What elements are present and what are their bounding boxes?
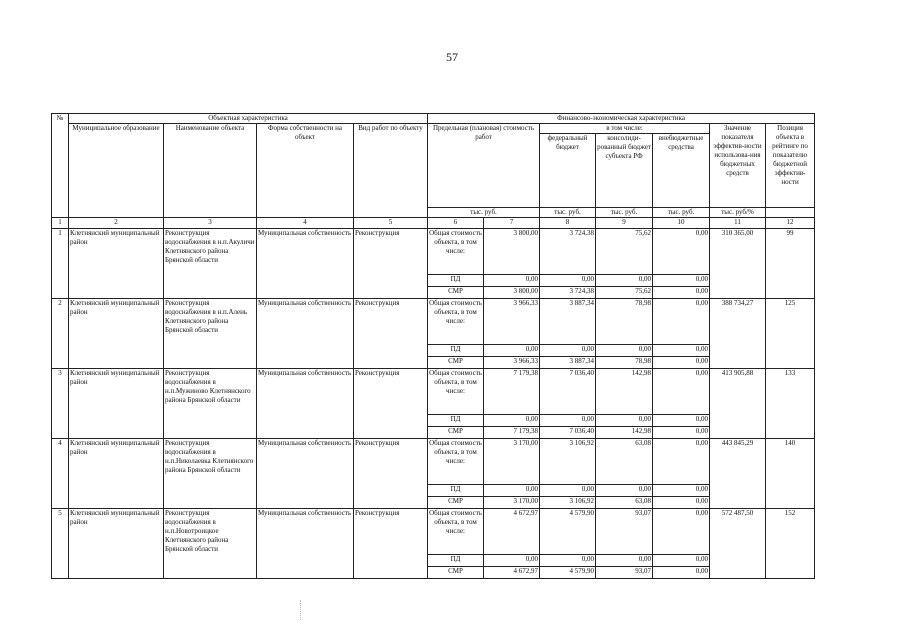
smr-consolidated-cell: 93,07 — [596, 567, 653, 579]
federal-cell: 7 036,40 — [540, 369, 596, 415]
extrabudget-cell: 0,00 — [653, 299, 710, 345]
header-no: № — [52, 114, 69, 218]
rank-cell: 152 — [766, 509, 815, 579]
pd-federal-cell: 0,00 — [540, 345, 596, 357]
header-ownership: Форма собственности на объект — [257, 124, 354, 218]
header-including: в том числе: — [540, 124, 709, 134]
consolidated-cell: 78,98 — [596, 299, 653, 345]
indicator-cell: 388 734,27 — [710, 299, 766, 369]
row-number: 5 — [52, 509, 69, 579]
municipality-cell: Клетнянский муниципальный район — [69, 509, 164, 579]
federal-cell: 3 724,38 — [540, 229, 596, 275]
header-municipality: Муниципальное образование — [69, 124, 164, 218]
total-label-cell: Общая стоимость объекта, в том числе: — [428, 439, 484, 485]
total-label-cell: Общая стоимость объекта, в том числе: — [428, 229, 484, 275]
smr-consolidated-cell: 142,98 — [596, 427, 653, 439]
municipality-cell: Клетнянский муниципальный район — [69, 369, 164, 439]
smr-label-cell: СМР — [428, 357, 484, 369]
col-number: 7 — [484, 218, 540, 229]
consolidated-cell: 142,98 — [596, 369, 653, 415]
pd-extrabudget-cell: 0,00 — [653, 275, 710, 287]
row-number: 2 — [52, 299, 69, 369]
unit-consolidated: тыс. руб. — [596, 208, 653, 218]
indicator-cell: 572 487,50 — [710, 509, 766, 579]
ownership-cell: Муниципальная собственность — [257, 439, 354, 509]
pd-consolidated-cell: 0,00 — [596, 415, 653, 427]
unit-extrabudget: тыс. руб. — [653, 208, 710, 218]
smr-total-cell: 3 966,33 — [484, 357, 540, 369]
extrabudget-cell: 0,00 — [653, 509, 710, 555]
pd-extrabudget-cell: 0,00 — [653, 555, 710, 567]
col-number: 8 — [540, 218, 596, 229]
smr-total-cell: 3 170,00 — [484, 497, 540, 509]
pd-total-cell: 0,00 — [484, 275, 540, 287]
table-row — [52, 509, 815, 555]
pd-consolidated-cell: 0,00 — [596, 275, 653, 287]
unit-federal: тыс. руб. — [540, 208, 596, 218]
col-number: 11 — [710, 218, 766, 229]
col-number: 10 — [653, 218, 710, 229]
rank-cell: 140 — [766, 439, 815, 509]
federal-cell: 4 579,90 — [540, 509, 596, 555]
consolidated-cell: 75,62 — [596, 229, 653, 275]
work-type-cell: Реконструкция — [354, 509, 428, 579]
ownership-cell: Муниципальная собственность — [257, 299, 354, 369]
pd-extrabudget-cell: 0,00 — [653, 415, 710, 427]
pd-total-cell: 0,00 — [484, 345, 540, 357]
col-number: 1 — [52, 218, 69, 229]
indicator-cell: 310 365,00 — [710, 229, 766, 299]
header-including-cell — [540, 124, 710, 208]
object-name-cell: Реконструкция водоснабжения в н.п.Новотроицкое Клетнянского района Брянской области — [164, 509, 257, 579]
col-number: 9 — [596, 218, 653, 229]
table-row — [52, 439, 815, 485]
col-number: 12 — [766, 218, 815, 229]
indicator-cell: 413 905,88 — [710, 369, 766, 439]
header-federal: федеральный бюджет — [540, 134, 596, 207]
col-number: 3 — [164, 218, 257, 229]
pd-consolidated-cell: 0,00 — [596, 345, 653, 357]
smr-total-cell: 7 179,38 — [484, 427, 540, 439]
total-cost-cell: 7 179,38 — [484, 369, 540, 415]
unit-empty — [766, 208, 815, 218]
total-label-cell: Общая стоимость объекта, в том числе: — [428, 299, 484, 345]
ownership-cell: Муниципальная собственность — [257, 369, 354, 439]
smr-extrabudget-cell: 0,00 — [653, 427, 710, 439]
table-row — [52, 229, 815, 275]
table-row — [52, 299, 815, 345]
municipality-cell: Клетнянский муниципальный район — [69, 229, 164, 299]
pd-federal-cell: 0,00 — [540, 275, 596, 287]
extrabudget-cell: 0,00 — [653, 229, 710, 275]
smr-extrabudget-cell: 0,00 — [653, 497, 710, 509]
pd-federal-cell: 0,00 — [540, 485, 596, 497]
smr-label-cell: СМР — [428, 427, 484, 439]
federal-cell: 3 887,34 — [540, 299, 596, 345]
total-cost-cell: 3 966,33 — [484, 299, 540, 345]
row-number: 3 — [52, 369, 69, 439]
pd-extrabudget-cell: 0,00 — [653, 345, 710, 357]
indicator-cell: 443 845,29 — [710, 439, 766, 509]
investment-table — [51, 113, 815, 579]
pd-total-cell: 0,00 — [484, 415, 540, 427]
extrabudget-cell: 0,00 — [653, 369, 710, 415]
smr-federal-cell: 3 887,34 — [540, 357, 596, 369]
extrabudget-cell: 0,00 — [653, 439, 710, 485]
header-object-group: Объектная характеристика — [69, 114, 428, 124]
smr-federal-cell: 3 724,38 — [540, 287, 596, 299]
consolidated-cell: 93,07 — [596, 509, 653, 555]
pd-label-cell: ПД — [428, 485, 484, 497]
pd-consolidated-cell: 0,00 — [596, 485, 653, 497]
smr-extrabudget-cell: 0,00 — [653, 287, 710, 299]
smr-federal-cell: 7 036,40 — [540, 427, 596, 439]
municipality-cell: Клетнянский муниципальный район — [69, 439, 164, 509]
header-extrabudget: внебюджетные средства — [658, 134, 704, 151]
smr-consolidated-cell: 75,62 — [596, 287, 653, 299]
rank-cell: 99 — [766, 229, 815, 299]
table-row — [52, 369, 815, 415]
work-type-cell: Реконструкция — [354, 299, 428, 369]
col-number: 4 — [257, 218, 354, 229]
pd-label-cell: ПД — [428, 555, 484, 567]
object-name-cell: Реконструкция водоснабжения в н.п.Мужиново Клетнянского района Брянской области — [164, 369, 257, 439]
header-finance-group: Финансово-экономическая характеристика — [428, 114, 815, 124]
pd-label-cell: ПД — [428, 275, 484, 287]
smr-federal-cell: 3 106,92 — [540, 497, 596, 509]
col-number: 2 — [69, 218, 164, 229]
row-number: 4 — [52, 439, 69, 509]
smr-federal-cell: 4 579,90 — [540, 567, 596, 579]
smr-extrabudget-cell: 0,00 — [653, 357, 710, 369]
smr-label-cell: СМР — [428, 497, 484, 509]
smr-label-cell: СМР — [428, 567, 484, 579]
ownership-cell: Муниципальная собственность — [257, 509, 354, 579]
municipality-cell: Клетнянский муниципальный район — [69, 299, 164, 369]
header-work-type: Вид работ по объекту — [354, 124, 428, 218]
pd-label-cell: ПД — [428, 345, 484, 357]
federal-cell: 3 106,92 — [540, 439, 596, 485]
col-number: 5 — [354, 218, 428, 229]
object-name-cell: Реконструкция водоснабжения в н.п.Николаевка Клетнянского района Брянской области — [164, 439, 257, 509]
column-numbers-row — [52, 218, 815, 229]
smr-extrabudget-cell: 0,00 — [653, 567, 710, 579]
pd-federal-cell: 0,00 — [540, 415, 596, 427]
pd-label-cell: ПД — [428, 415, 484, 427]
page-number: 57 — [446, 50, 458, 64]
header-position: Позиция объекта в рейтинге по показателю бюджетной эффектив-ности — [766, 124, 815, 208]
pd-total-cell: 0,00 — [484, 485, 540, 497]
rank-cell: 125 — [766, 299, 815, 369]
ownership-cell: Муниципальная собственность — [257, 229, 354, 299]
header-indicator: Значение показателя эффектив-ности использова-ния бюджетных средств — [710, 124, 766, 208]
col-number: 6 — [428, 218, 484, 229]
header-object-name: Наименование объекта — [164, 124, 257, 218]
smr-total-cell: 3 800,00 — [484, 287, 540, 299]
rank-cell: 133 — [766, 369, 815, 439]
work-type-cell: Реконструкция — [354, 369, 428, 439]
smr-label-cell: СМР — [428, 287, 484, 299]
total-label-cell: Общая стоимость объекта, в том числе: — [428, 369, 484, 415]
scan-artifact — [300, 600, 302, 620]
row-number: 1 — [52, 229, 69, 299]
total-cost-cell: 4 672,97 — [484, 509, 540, 555]
object-name-cell: Реконструкция водоснабжения в н.п.Алень Клетнянского района Брянской области — [164, 299, 257, 369]
total-label-cell: Общая стоимость объекта, в том числе: — [428, 509, 484, 555]
pd-total-cell: 0,00 — [484, 555, 540, 567]
unit-indicator: тыс. руб/% — [710, 208, 766, 218]
object-name-cell: Реконструкция водоснабжения в н.п.Акуличи Клетнянского района Брянской области — [164, 229, 257, 299]
unit-cost: тыс. руб. — [428, 208, 540, 218]
header-consolidated: консолиди-рованный бюджет субъекта РФ — [596, 134, 653, 207]
smr-consolidated-cell: 63,08 — [596, 497, 653, 509]
smr-consolidated-cell: 78,98 — [596, 357, 653, 369]
work-type-cell: Реконструкция — [354, 439, 428, 509]
pd-extrabudget-cell: 0,00 — [653, 485, 710, 497]
work-type-cell: Реконструкция — [354, 229, 428, 299]
total-cost-cell: 3 170,00 — [484, 439, 540, 485]
pd-consolidated-cell: 0,00 — [596, 555, 653, 567]
header-cost-limit: Предельная (плановая) стоимость работ — [428, 124, 540, 208]
pd-federal-cell: 0,00 — [540, 555, 596, 567]
consolidated-cell: 63,08 — [596, 439, 653, 485]
smr-total-cell: 4 672,97 — [484, 567, 540, 579]
total-cost-cell: 3 800,00 — [484, 229, 540, 275]
